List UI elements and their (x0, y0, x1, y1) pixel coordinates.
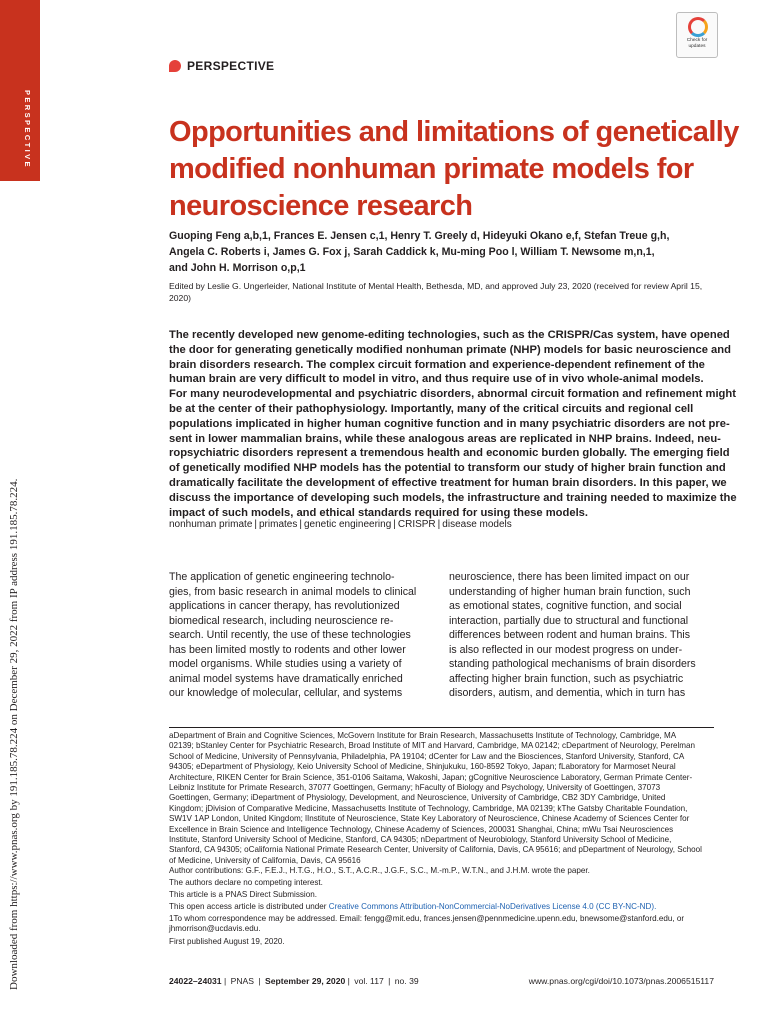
affiliation-line: Leibniz Institute for Primate Research, 37077 Goettingen, Germany; hFaculty of Biology and Psychology, University of Goettingen, 37073 (169, 783, 661, 793)
check-label-line1: Check for (686, 38, 708, 43)
body-line: affecting higher brain function, such as psychiatric (449, 672, 684, 685)
license-link[interactable]: Creative Commons Attribution-NonCommercial-NoDerivatives License 4.0 (CC BY-NC-ND). (328, 902, 657, 911)
body-line: neuroscience, there has been limited impact on our (449, 571, 690, 583)
check-for-updates-badge[interactable] (676, 12, 718, 58)
title-line: modified nonhuman primate models for (169, 153, 694, 185)
keyword-separator: | (299, 519, 302, 530)
affiliation-line: Kingdom; jDivision of Comparative Medicine, Massachusetts Institute of Technology, Cambridge, MA 02139; kThe Gatsby Charitable Foundation, (169, 803, 688, 813)
body-line: model organisms. While studies using a variety of (169, 658, 402, 670)
abstract-line: ropsychiatric disorders represent a tremendous health and economic burden globally. The emerging field (169, 447, 730, 460)
first-published: First published August 19, 2020. (169, 937, 285, 946)
body-column-left (169, 570, 432, 701)
correspondence-line: 1To whom correspondence may be addressed. Email: fengg@mit.edu, frances.jensen@pennmedicine.upenn.edu, bnewsome@stanford.edu, or (169, 914, 685, 923)
article-title (169, 114, 739, 225)
body-line: our knowledge of molecular, cellular, and systems (169, 687, 403, 699)
abstract-line: dramatically facilitate the development of effective treatment for human brain disorders. In this paper, we (169, 476, 727, 489)
keyword[interactable]: disease models (442, 519, 512, 530)
footer-issue: no. 39 (394, 976, 419, 986)
body-line: standing pathological mechanisms of brain disorders (449, 658, 696, 670)
affiliation-line: School of Medicine, University of Pennsylvania, Philadelphia, PA 19104; dCenter for Law and the Biosciences, Stanford University, Stanford, CA (169, 751, 685, 761)
keyword-separator: | (254, 519, 257, 530)
author-list (169, 228, 714, 276)
body-line: The application of genetic engineering technolo- (169, 571, 395, 583)
section-label (169, 59, 274, 73)
body-line: biomedical research, including neuroscience re- (169, 614, 394, 627)
body-line: has been limited mostly to rodents and other lower (169, 643, 406, 656)
body-line: animal model systems have dramatically enriched (169, 672, 403, 685)
check-for-updates-label (677, 38, 717, 50)
affiliation-line: Architecture, RIKEN Center for Brain Science, 351-0106 Saitama, Wakoshi, Japan; gCognitive Neuroscience Laboratory, German Primate Center- (169, 772, 693, 782)
check-label-line2: updates (688, 44, 706, 49)
license-prefix: This open access article is distributed under (169, 902, 329, 911)
body-line: disorders, autism, and dementia, which in turn has (449, 687, 686, 699)
abstract (169, 328, 737, 520)
body-line: applications in cancer therapy, has revolutionized (169, 600, 400, 612)
affiliation-line: 94305; eDepartment of Physiology, Keio University School of Medicine, Shinjukuku, 160-8592 Tokyo, Japan; fLaboratory for Marmoset Neural (169, 762, 676, 772)
abstract-line: populations implicated in higher human cognitive function and in many psychiatric disorders are not pre- (169, 417, 730, 430)
abstract-line: The recently developed new genome-editing technologies, such as the CRISPR/Cas system, have opened (169, 329, 730, 341)
footer-separator: | (347, 976, 350, 986)
footer-separator: | (388, 976, 391, 986)
abstract-line: discuss the importance of developing such models, the infrastructure and training needed to maximize the (169, 491, 737, 504)
footer-pages: 24022–24031 (169, 976, 222, 986)
section-side-tab (0, 0, 40, 181)
affiliation-line: Stanford, CA 94305; oCalifornia National Primate Research Center, University of California, Davis, CA 95616; and pDepartment of Neurology, School (169, 845, 702, 855)
side-tab-label: PERSPECTIVE (23, 90, 32, 169)
body-line: search. Until recently, the use of these technologies (169, 629, 411, 641)
page-footer (169, 976, 714, 986)
author-line: Guoping Feng a,b,1, Frances E. Jensen c,1, Henry T. Greely d, Hideyuki Okano e,f, Stefan Treue g,h, (169, 230, 670, 242)
submission-note: This article is a PNAS Direct Submission. (169, 890, 317, 899)
abstract-line: of genetically modified NHP models has the potential to transform our study of higher brain function and (169, 462, 726, 475)
footer-separator: | (223, 976, 227, 986)
keyword[interactable]: nonhuman primate (169, 519, 253, 530)
affiliation-line: SW1V 1AP London, United Kingdom; lInstitute of Neuroscience, State Key Laboratory of Neuroscience, Chinese Academy of Sciences Center for (169, 814, 690, 824)
affiliation-line: 02139; bStanley Center for Psychiatric Research, Broad Institute of MIT and Harvard, Cambridge, MA 02142; cDepartment of Neurology, Perelman (169, 741, 696, 751)
body-line: gies, from basic research in animal models to clinical (169, 585, 417, 598)
abstract-line: human brain are very difficult to model in vitro, and thus require use of in vivo whole-animal models. (169, 373, 704, 386)
author-line: and John H. Morrison o,p,1 (169, 262, 306, 274)
speech-bubble-icon (169, 60, 181, 72)
author-line: Angela C. Roberts i, James G. Fox j, Sarah Caddick k, Mu-ming Poo l, William T. Newsome m,n,1, (169, 246, 655, 258)
body-line: differences between rodent and human brains. This (449, 629, 691, 641)
keyword-separator: | (437, 519, 441, 530)
check-for-updates-icon (688, 17, 708, 37)
footer-citation (169, 976, 421, 986)
footer-volume: vol. 117 (354, 976, 384, 986)
body-line: understanding of higher human brain function, such (449, 585, 691, 598)
competing-interest: The authors declare no competing interest. (169, 878, 323, 887)
abstract-line: For many neurodevelopmental and psychiatric disorders, abnormal circuit formation and refinement might (169, 388, 736, 401)
footer-doi[interactable]: www.pnas.org/cgi/doi/10.1073/pnas.2006515117 (528, 976, 714, 986)
keyword[interactable]: CRISPR (397, 519, 436, 530)
section-label-text: PERSPECTIVE (187, 59, 275, 73)
footer-journal: PNAS (230, 976, 254, 986)
correspondence-line: jhmorrison@ucdavis.edu. (169, 924, 261, 933)
abstract-line: brain disorders research. The complex circuit formation and experience-dependent refinement of the (169, 358, 705, 371)
affiliations (169, 731, 714, 866)
keyword[interactable]: primates (259, 519, 298, 530)
license-note (169, 902, 714, 912)
affiliation-line: aDepartment of Brain and Cognitive Sciences, McGovern Institute for Brain Research, Massachusetts Institute of Technology, Cambridge, MA (169, 731, 677, 740)
affiliation-line: Goettingen, Germany; iDepartment of Physiology, Development, and Neuroscience, University of Cambridge, CB2 3DY Cambridge, United (169, 793, 666, 803)
download-note: Downloaded from https://www.pnas.org by 191.185.78.224 on December 29, 2022 from IP address 191.185.78.224. (8, 478, 20, 990)
affiliation-line: Excellence in Brain Science and Intelligence Technology, Chinese Academy of Sciences, 200031 Shanghai, China; mWu Tsai Neurosciences (169, 824, 674, 834)
body-column-right (449, 570, 712, 701)
title-line: Opportunities and limitations of genetically (169, 116, 739, 148)
footer-separator: | (258, 976, 261, 986)
body-line: is also reflected in our modest progress on under- (449, 643, 683, 656)
affiliation-line: of Medicine, University of California, Davis, CA 95616 (169, 855, 361, 865)
affiliation-line: Institute, Stanford University School of Medicine, Stanford, CA 94305; nDepartment of Neurobiology, Stanford University School of Medicine, (169, 835, 672, 845)
abstract-line: the door for generating genetically modified nonhuman primate (NHP) models for basic neuroscience and (169, 343, 731, 356)
title-line: neuroscience research (169, 190, 473, 222)
abstract-line: impact of such models, and ethical standards required for using these models. (169, 506, 589, 519)
edited-by-note: Edited by Leslie G. Ungerleider, National Institute of Mental Health, Bethesda, MD, and approved July 23, 2020 (received for review April 15, 2020) (169, 281, 703, 303)
keywords (169, 519, 512, 530)
abstract-line: sent in lower mammalian brains, while these analogous areas are replicated in NHP brains. Indeed, neu- (169, 432, 721, 445)
abstract-line: be at the center of their pathophysiology. Importantly, many of the critical circuits and regional cell (169, 402, 694, 415)
footnote-divider (169, 727, 714, 728)
body-line: as emotional states, cognitive function, and social (449, 600, 682, 612)
body-line: interaction, partially due to structural and functional (449, 614, 689, 627)
keyword[interactable]: genetic engineering (303, 519, 392, 530)
keyword-separator: | (393, 519, 396, 530)
author-contributions: Author contributions: G.F., F.E.J., H.T.G., H.O., S.T., A.C.R., J.G.F., S.C., M.-m.P., W.T.N., and J.H.M. wrote the paper. (169, 866, 590, 875)
footer-date: September 29, 2020 (265, 976, 346, 986)
